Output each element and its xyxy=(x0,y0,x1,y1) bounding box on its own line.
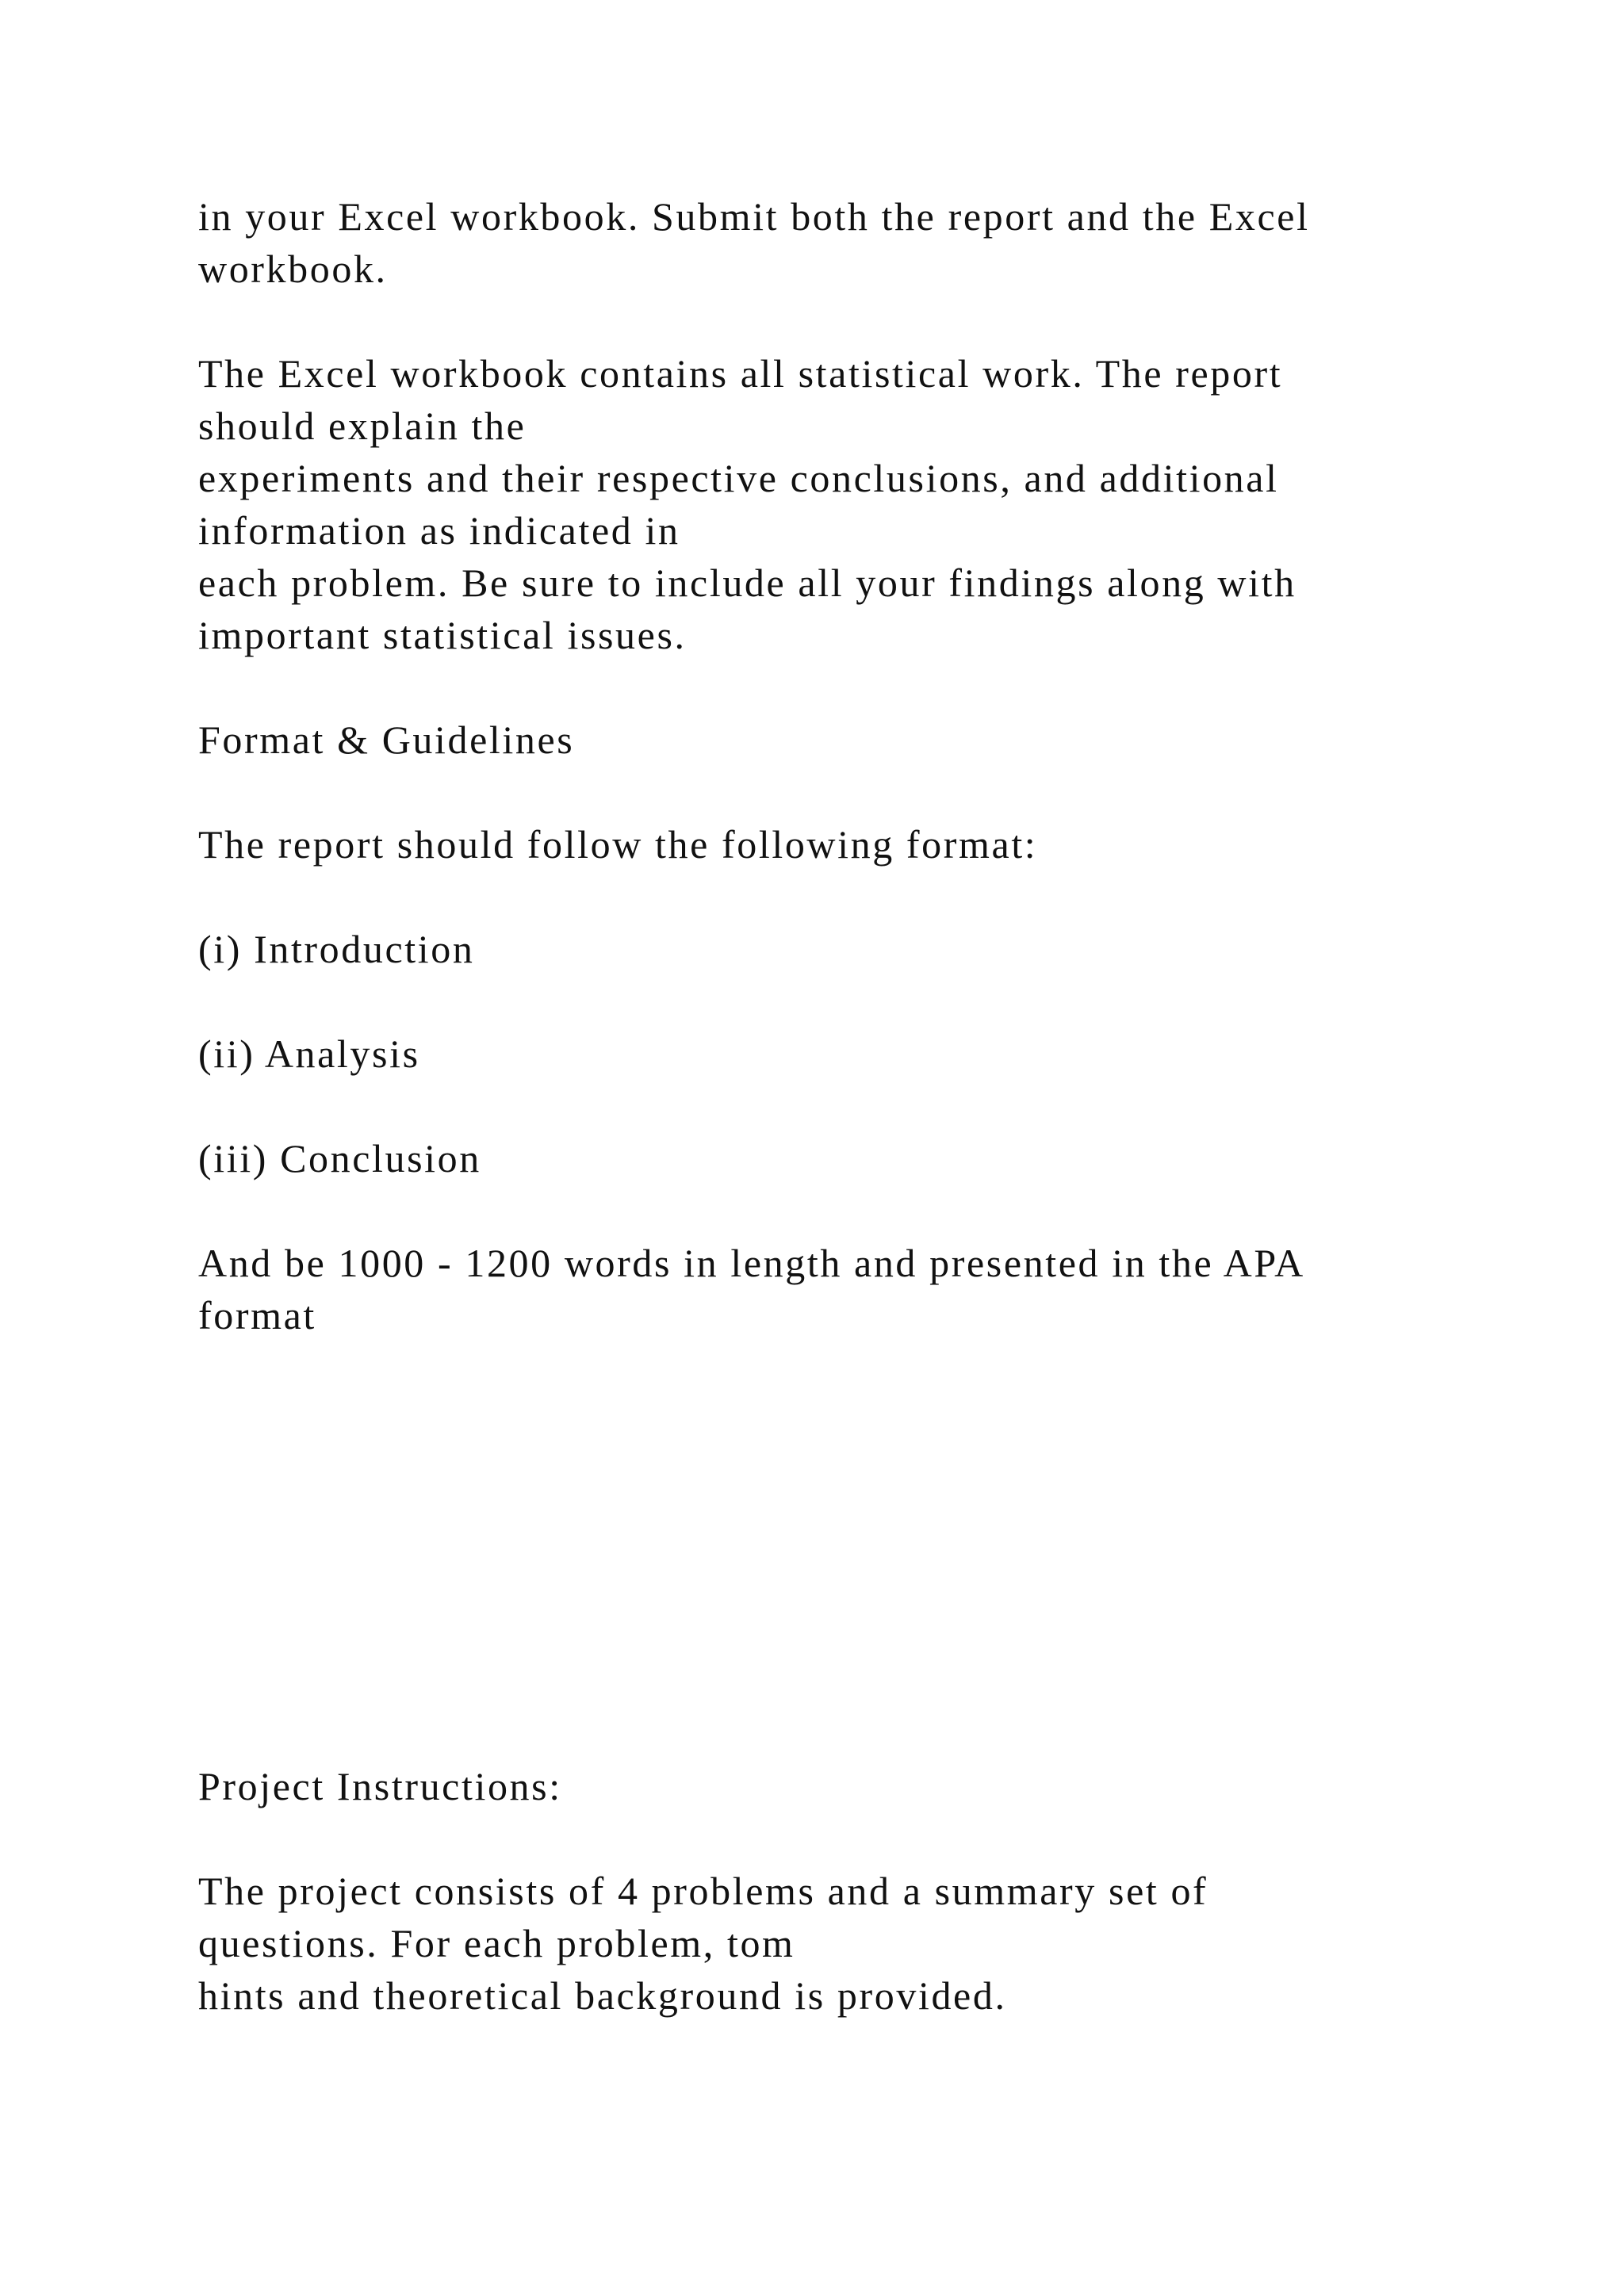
text-line: in your Excel workbook. Submit both the report and the Excel xyxy=(198,194,1310,239)
text-line: And be 1000 - 1200 words in length and presented in the APA xyxy=(198,1241,1305,1285)
text-line: format xyxy=(198,1293,316,1337)
text-line: experiments and their respective conclusions, and additional xyxy=(198,456,1279,500)
text-line: information as indicated in xyxy=(198,508,680,553)
text-line: The report should follow the following format: xyxy=(198,822,1038,867)
text-line: questions. For each problem, tom xyxy=(198,1921,795,1965)
text-line: should explain the xyxy=(198,404,527,448)
text-line: important statistical issues. xyxy=(198,613,687,657)
section-heading: Format & Guidelines xyxy=(198,718,575,762)
text-line: The project consists of 4 problems and a summary set of xyxy=(198,1869,1208,1913)
list-item: (iii) Conclusion xyxy=(198,1136,481,1181)
list-item: (i) Introduction xyxy=(198,927,475,971)
section-heading: Project Instructions: xyxy=(198,1764,562,1808)
text-line: each problem. Be sure to include all your findings along with xyxy=(198,561,1297,605)
document-body xyxy=(198,190,1467,2022)
text-line: workbook. xyxy=(198,247,388,291)
text-line: The Excel workbook contains all statistical work. The report xyxy=(198,351,1283,396)
text-line: hints and theoretical background is provided. xyxy=(198,1973,1007,2018)
list-item: (ii) Analysis xyxy=(198,1031,420,1076)
